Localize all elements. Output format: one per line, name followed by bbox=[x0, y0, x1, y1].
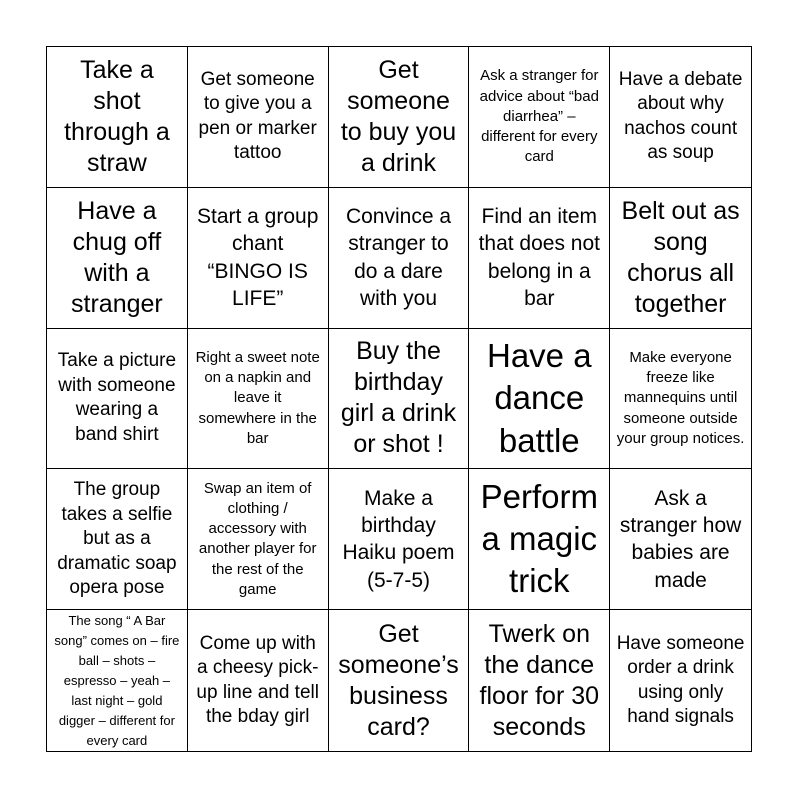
bingo-cell[interactable]: Find an item that does not belong in a bar bbox=[469, 188, 610, 329]
bingo-cell[interactable]: Right a sweet note on a napkin and leave it somewhere in the bar bbox=[188, 329, 329, 470]
bingo-cell[interactable]: Ask a stranger how babies are made bbox=[610, 469, 751, 610]
bingo-cell[interactable]: Perform a magic trick bbox=[469, 469, 610, 610]
bingo-cell[interactable]: Belt out as song chorus all together bbox=[610, 188, 751, 329]
bingo-cell[interactable]: Make a birthday Haiku poem (5-7-5) bbox=[329, 469, 470, 610]
bingo-cell[interactable]: Take a shot through a straw bbox=[47, 47, 188, 188]
bingo-cell[interactable]: Take a picture with someone wearing a band shirt bbox=[47, 329, 188, 470]
bingo-cell[interactable]: Buy the birthday girl a drink or shot ! bbox=[329, 329, 470, 470]
bingo-cell[interactable]: Have a debate about why nachos count as soup bbox=[610, 47, 751, 188]
bingo-cell[interactable]: Make everyone freeze like mannequins until someone outside your group notices. bbox=[610, 329, 751, 470]
bingo-cell[interactable]: Ask a stranger for advice about “bad diarrhea” – different for every card bbox=[469, 47, 610, 188]
bingo-board bbox=[46, 46, 752, 752]
bingo-cell[interactable]: The group takes a selfie but as a dramatic soap opera pose bbox=[47, 469, 188, 610]
bingo-cell[interactable]: Have someone order a drink using only hand signals bbox=[616, 632, 745, 728]
bingo-cell[interactable]: Swap an item of clothing / accessory with another player for the rest of the game bbox=[188, 469, 329, 610]
bingo-cell[interactable]: Have a dance battle bbox=[469, 329, 610, 470]
bingo-cell[interactable]: Convince a stranger to do a dare with you bbox=[329, 188, 470, 329]
bingo-cell[interactable]: Have a chug off with a stranger bbox=[47, 188, 188, 329]
bingo-cell[interactable]: Come up with a cheesy pick-up line and tell the bday girl bbox=[188, 610, 329, 751]
bingo-cell[interactable]: Twerk on the dance floor for 30 seconds bbox=[469, 610, 610, 751]
bingo-cell[interactable]: Get someone’s business card? bbox=[329, 610, 470, 751]
bingo-cell[interactable]: The song “ A Bar song” comes on – fire ball – shots – espresso – yeah – last night – gold digger – different for every card bbox=[47, 610, 188, 751]
bingo-cell[interactable]: Get someone to buy you a drink bbox=[329, 47, 470, 188]
bingo-cell[interactable]: Start a group chant “BINGO IS LIFE” bbox=[188, 188, 329, 329]
bingo-cell[interactable]: Get someone to give you a pen or marker tattoo bbox=[188, 47, 329, 188]
